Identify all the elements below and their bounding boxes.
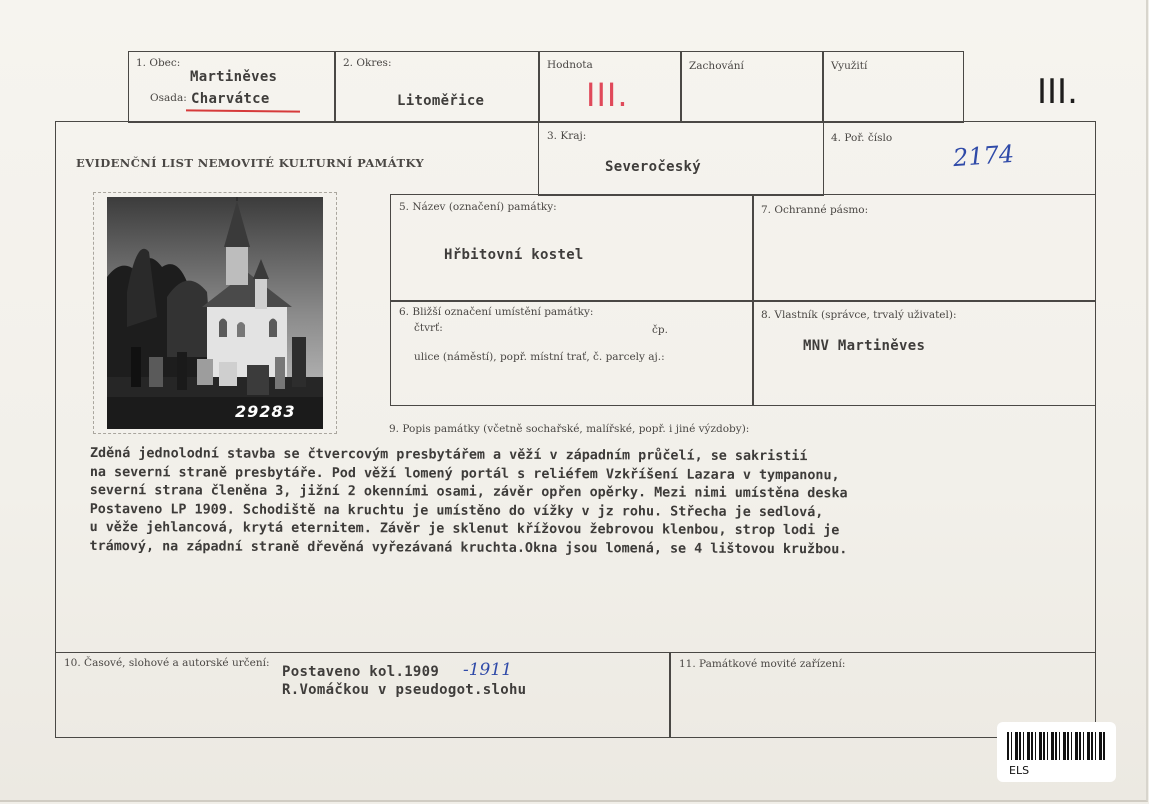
zachovani-label: Zachování: [689, 60, 744, 72]
popis-line: na severní straně presbytáře. Pod věží lomený portál s reliéfem Vzkříšení Lazara v tympanonu,: [89, 464, 840, 483]
casove-label: 10. Časové, slohové a autorské určení:: [64, 657, 270, 669]
kraj-label: 3. Kraj:: [547, 130, 587, 142]
osada-value: Charvátce: [191, 91, 270, 107]
church-photo: [107, 197, 323, 429]
obec-label: 1. Obec:: [136, 57, 181, 69]
barcode-label: [997, 722, 1116, 782]
popis-line: Zděná jednolodní stavba se čtvercovým presbytářem a věží v západním průčelí, se sakristií: [89, 446, 808, 465]
casove-handwritten: -1911: [463, 660, 513, 680]
umisteni-label: 6. Bližší označení umístění památky:: [399, 306, 594, 318]
corner-class-mark: III.: [1037, 72, 1078, 112]
vlastnik-value: MNV Martiněves: [803, 338, 926, 354]
cp-label: čp.: [652, 324, 668, 336]
barcode-text: ELS: [1009, 764, 1030, 777]
hodnota-label: Hodnota: [547, 59, 593, 71]
photo-frame: [93, 192, 337, 434]
photo-number: 29283: [235, 402, 296, 421]
vlastnik-label: 8. Vlastník (správce, trvalý uživatel):: [761, 309, 957, 321]
casove-line1: Postaveno kol.1909: [282, 664, 440, 680]
nazev-value: Hřbitovní kostel: [444, 247, 584, 263]
movite-label: 11. Památkové movité zařízení:: [679, 658, 846, 670]
popis-line: trámový, na západní straně dřevěná vyřezávaná kruchta.Okna jsou lomená, se 4 lištovou kružbou.: [89, 538, 848, 557]
okres-label: 2. Okres:: [343, 57, 392, 69]
popis-label: 9. Popis památky (včetně sochařské, malířské, popř. i jiné výzdoby):: [389, 423, 750, 435]
popis-line: u věže jehlancová, krytá eternitem. Závěr je sklenut křížovou žebrovou klenbou, strop lodi je: [89, 519, 840, 539]
cislo-label: 4. Poř. číslo: [831, 132, 893, 144]
osada-label: Osada:: [150, 92, 187, 104]
hodnota-value: III.: [586, 76, 629, 114]
vyuziti-label: Využití: [831, 60, 868, 72]
form-title: EVIDENČNÍ LIST NEMOVITÉ KULTURNÍ PAMÁTKY: [76, 156, 425, 170]
obec-value: Martiněves: [190, 69, 278, 85]
ulice-label: ulice (náměstí), popř. místní trať, č. parcely aj.:: [414, 351, 665, 363]
casove-line2: R.Vomáčkou v pseudogot.slohu: [282, 682, 527, 698]
okres-value: Litoměřice: [397, 93, 485, 109]
barcode-icon: [1007, 732, 1105, 760]
cislo-value: 2174: [952, 139, 1015, 173]
nazev-label: 5. Název (označení) památky:: [399, 201, 557, 213]
ctvrt-label: čtvrť:: [414, 322, 443, 334]
pasmo-label: 7. Ochranné pásmo:: [761, 204, 869, 216]
popis-line: Postaveno LP 1909. Schodiště na kruchtu je umístěno do vížky v jz rohu. Střecha je sedlová,: [89, 501, 824, 520]
popis-text: [90, 445, 1080, 560]
kraj-value: Severočeský: [605, 159, 702, 175]
popis-line: severní strana členěna 3, jižní 2 okenními osami, závěr opřen opěrky. Mezi nimi umístěna deska: [89, 482, 848, 502]
